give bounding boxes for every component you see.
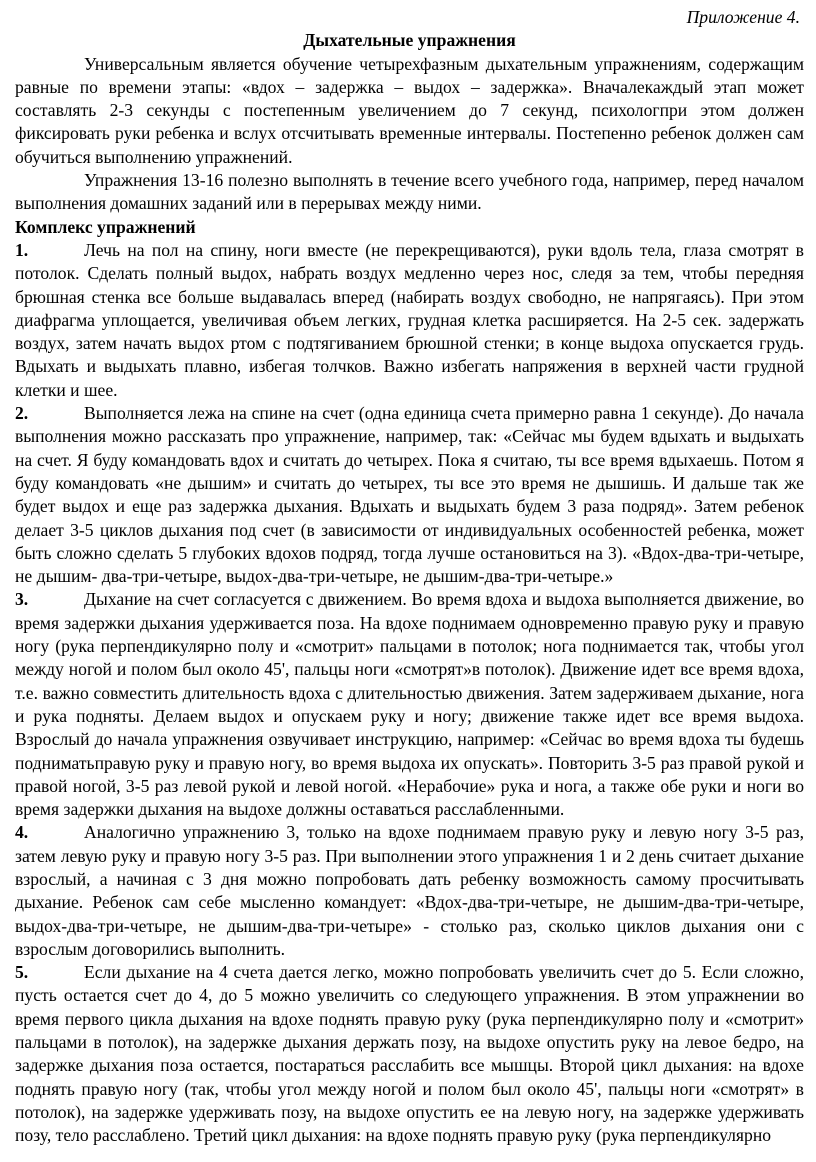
document-title: Дыхательные упражнения	[303, 30, 516, 51]
intro-paragraph-1: Универсальным является обучение четырехфазным дыхательным упражнениям, содержащим равные по времени этапы: «вдох – задержка – выдох – задержка». Вначалекаждый этап может составлять 2-3 секунды с постепенным увеличением до 7 секунд, психологпри этом должен фиксировать руки ребенка и вслух отсчитывать временные интервалы. Постепенно ребенок должен сам обучиться выполнению упражнений.	[15, 53, 804, 167]
exercise-2	[15, 402, 804, 588]
exercise-1	[15, 239, 804, 402]
section-heading: Комплекс упражнений	[15, 216, 196, 237]
exercise-3	[15, 588, 804, 821]
exercise-number: 5.	[15, 962, 29, 983]
exercise-number: 4.	[15, 822, 29, 843]
exercise-number: 2.	[15, 403, 29, 424]
exercise-number: 1.	[15, 239, 29, 260]
document-page	[15, 6, 804, 1148]
exercise-5	[15, 961, 804, 1147]
exercise-text: Если дыхание на 4 счета дается легко, можно попробовать увеличить счет до 5. Если сложно, пусть остается счет до 4, до 5 можно увеличить со следующего упражнения. В этом упражнении во время первого цикла дыхания на вдохе поднять правую руку (рука перпендикулярно полу и «смотрит» пальцами в потолок), на задержке дыхания держать позу, на выдохе опустить руку на левое бедро, на задержке дыхания поза остается, постараться расслабить все мышцы. Второй цикл дыхания: на вдохе поднять правую ногу (так, чтобы угол между ногой и полом был около 45', пальцы ноги «смотрят» в потолок), на задержке удерживать позу, на выдохе опустить ее на левую ногу, на задержке удерживать позу, тело расслаблено. Третий цикл дыхания: на вдохе поднять правую руку (рука перпендикулярно	[15, 962, 804, 1146]
exercise-text: Дыхание на счет согласуется с движением. Во время вдоха и выдоха выполняется движение, во время задержки дыхания удерживается поза. На вдохе поднимаем одновременно правую руку и правую ногу (рука перпендикулярно полу и «смотрит» пальцами в потолок; нога поднимается так, чтобы угол между ногой и полом был около 45', пальцы ноги «смотрят»в потолок). Движение идет все время вдоха, т.е. важно совместить длительность вдоха с длительностью движения. Затем задерживаем дыхание, нога и рука подняты. Делаем выдох и опускаем руку и ногу; движение также идет все время выдоха. Взрослый до начала упражнения озвучивает инструкцию, например: «Сейчас во время вдоха ты будешь подниматьправую руку и правую ногу, во время выдоха их опускать». Повторить 3-5 раз правой рукой и правой ногой, 3-5 раз левой рукой и левой ногой. «Нерабочие» рука и нога, а также обе руки и ноги во время задержки дыхания на выдохе должны оставаться расслабленными.	[15, 589, 804, 820]
exercise-text: Выполняется лежа на спине на счет (одна единица счета примерно равна 1 секунде). До начала выполнения можно рассказать про упражнение, например, так: «Сейчас мы будем вдыхать и выдыхать на счет. Я буду командовать вдох и считать до четырех. Пока я считаю, ты все время вдыхаешь. Потом я буду командовать «не дышим» и считать до четырех, ты все это время не дышишь. И дальше так же будет выдох и еще раз задержка дыхания. Вдыхать и выдыхать будем 3 раза подряд». Затем ребенок делает 3-5 циклов дыхания под счет (в зависимости от индивидуальных особенностей ребенка, может быть сложно сделать 5 глубоких вдохов подряд, тогда лучше остановиться на 3). «Вдох-два-три-четыре, не дышим- два-три-четыре, выдох-два-три-четыре, не дышим-два-три-четыре.»	[15, 403, 804, 587]
exercise-text: Лечь на пол на спину, ноги вместе (не перекрещиваются), руки вдоль тела, глаза смотрят в потолок. Сделать полный выдох, набрать воздух медленно через нос, следя за тем, чтобы передняя брюшная стенка все больше выдавалась вперед (набирать воздух свободно, не напрягаясь). При этом диафрагма уплощается, увеличивая объем легких, грудная клетка расширяется. На 2-5 сек. задержать воздух, затем начать выдох ртом с подтягиванием брюшной стенки; в конце выдоха опускается грудь. Вдыхать и выдыхать плавно, избегая толчков. Важно избегать напряжения в верхней части грудной клетки и шее.	[15, 239, 804, 400]
appendix-label: Приложение 4.	[686, 7, 800, 27]
exercise-number: 3.	[15, 589, 29, 610]
exercise-text: Аналогично упражнению 3, только на вдохе поднимаем правую руку и левую ногу 3-5 раз, затем левую руку и правую ногу 3-5 раз. При выполнении этого упражнения 1 и 2 день считает дыхание взрослый, а начиная с 3 дня можно попробовать дать ребенку возможность самому просчитывать дыхание. Ребенок сам себе мысленно командует: «Вдох-два-три-четыре, не дышим-два-три-четыре, выдох-два-три-четыре, не дышим-два-три-четыре» - столько раз, сколько циклов дыхания они с взрослым договорились выполнить.	[15, 822, 804, 959]
exercise-4	[15, 821, 804, 961]
intro-paragraph-2: Упражнения 13-16 полезно выполнять в течение всего учебного года, например, перед началом выполнения домашних заданий или в перерывах между ними.	[15, 170, 804, 214]
